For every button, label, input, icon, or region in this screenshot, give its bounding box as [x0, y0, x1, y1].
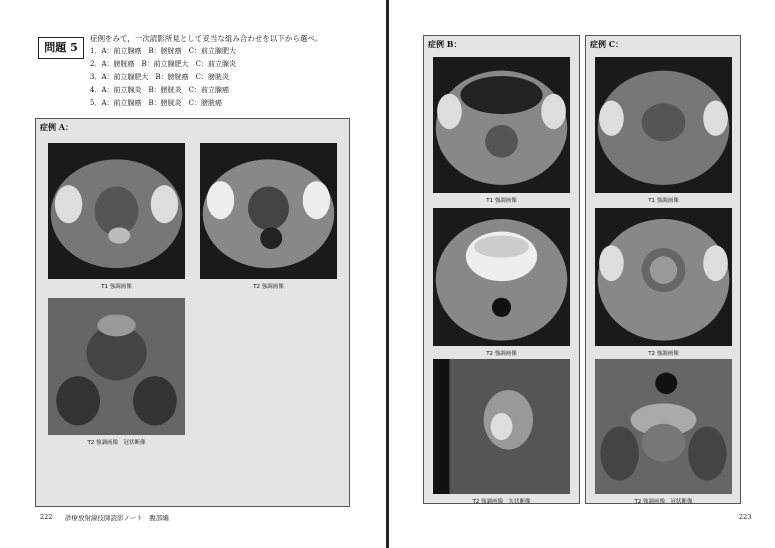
case-a-t2-coronal-image	[48, 298, 185, 435]
case-b-t1-image	[433, 57, 570, 193]
case-c-t2-image	[595, 208, 732, 346]
case-b-panel	[423, 35, 580, 504]
option-3: 3．A：前立腺肥大 B：膀胱癌 C：膀胱炎	[90, 73, 230, 81]
question-prompt: 症例をみて，一次読影所見として妥当な組み合わせを以下から選べ。	[90, 34, 323, 43]
case-a-t2-image	[200, 143, 337, 279]
case-a-title: 症例 A：	[40, 122, 73, 132]
case-c-title: 症例 C：	[590, 39, 624, 49]
option-1: 1．A：前立腺癌 B：膀胱癌 C：前立腺肥大	[90, 47, 237, 55]
right-page-number: 223	[739, 513, 752, 521]
case-a-caption-1: T1 強調画像	[101, 284, 132, 290]
case-c-caption-3: T2 強調画像 冠状断像	[634, 499, 693, 505]
left-page	[0, 0, 387, 548]
case-b-caption-2: T2 強調画像	[486, 351, 517, 357]
case-c-panel	[585, 35, 741, 504]
option-4: 4．A：前立腺炎 B：膀胱炎 C：前立腺癌	[90, 86, 230, 94]
case-b-t2-sagittal-image	[433, 359, 570, 494]
case-c-t1-image	[595, 57, 732, 193]
case-c-caption-1: T1 強調画像	[648, 198, 679, 204]
case-a-caption-3: T2 強調画像 冠状断像	[87, 440, 146, 446]
left-running-title: 診療放射線技師読影ノート 腹部編	[65, 514, 169, 522]
case-a-panel	[35, 118, 350, 507]
left-page-number: 222	[40, 513, 53, 521]
case-b-title: 症例 B：	[428, 39, 462, 49]
case-c-t2-coronal-image	[595, 359, 732, 494]
option-5: 5．A：前立腺癌 B：膀胱炎 C：膀胱癌	[90, 99, 223, 107]
case-a-caption-2: T2 強調画像	[253, 284, 284, 290]
right-page	[389, 0, 775, 548]
case-b-t2-image	[433, 208, 570, 346]
case-c-caption-2: T2 強調画像	[648, 351, 679, 357]
question-label: 問題 5	[38, 37, 84, 59]
case-b-caption-3: T2 強調画像 矢状断像	[472, 499, 531, 505]
case-a-t1-image	[48, 143, 185, 279]
case-b-caption-1: T1 強調画像	[486, 198, 517, 204]
option-2: 2．A：膀胱癌 B：前立腺肥大 C：前立腺炎	[90, 60, 237, 68]
